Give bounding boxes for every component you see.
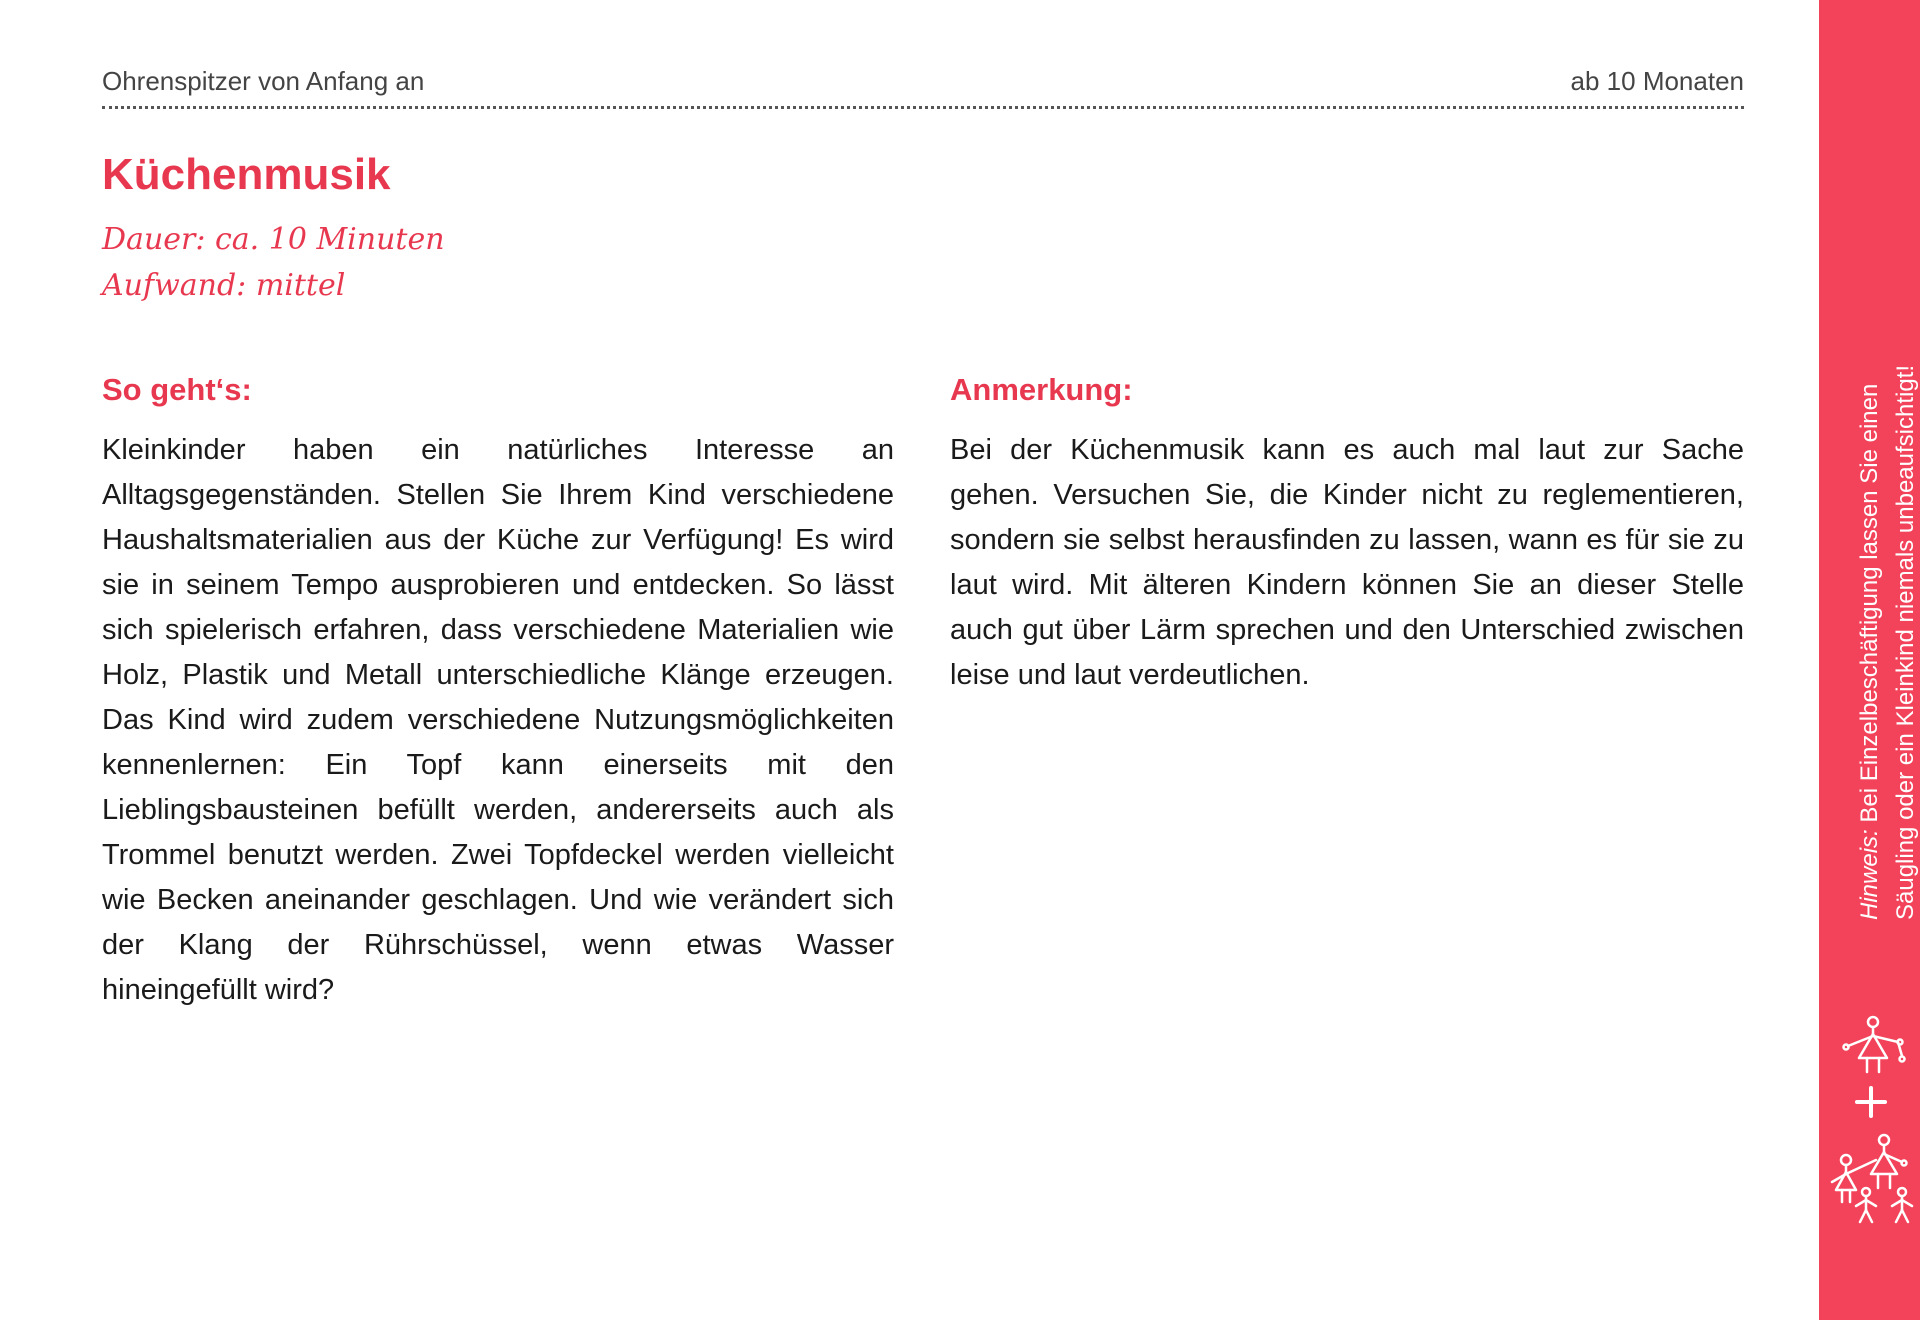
book-title: Ohrenspitzer von Anfang an xyxy=(102,66,425,96)
adult-figure-icon xyxy=(1826,1012,1916,1078)
hint-line-1: Bei Einzelbeschäftigung lassen Sie einen xyxy=(1856,383,1883,830)
page-title: Küchenmusik xyxy=(102,150,391,199)
age-label: ab 10 Monaten xyxy=(1570,66,1744,96)
hint-line-2: Säugling oder ein Kleinkind niemals unbeaufsichtigt! xyxy=(1892,364,1919,920)
family-figures-icon xyxy=(1826,1130,1916,1230)
instructions-heading: So geht‘s: xyxy=(102,372,252,407)
duration-label: Dauer: ca. 10 Minuten xyxy=(102,222,445,257)
note-heading: Anmerkung: xyxy=(950,372,1133,407)
effort-label: Aufwand: mittel xyxy=(102,268,346,303)
hint-label: Hinweis: xyxy=(1856,829,1883,920)
instructions-text: Kleinkinder haben ein natürliches Interesse an Alltagsgegenständen. Stellen Sie Ihrem Kind verschiedene Haushaltsmaterialien aus der Küche zur Verfügung! Es wird sie in seinem Tempo ausprobieren und entdecken. So lässt sich spielerisch erfahren, dass verschiedene Materialien wie Holz, Plastik und Metall unterschiedliche Klänge erzeugen. Das Kind wird zudem verschiedene Nutzungsmöglichkeiten kennenlernen: Ein Topf kann einerseits mit den Lieblingsbausteinen befüllt werden, andererseits auch als Trommel benutzt werden. Zwei Topfdeckel werden vielleicht wie Becken aneinander geschlagen. Und wie verändert sich der Klang der Rührschüssel, wenn etwas Wasser hineingefüllt wird? xyxy=(102,434,894,1006)
page-header xyxy=(102,66,1744,109)
plus-icon xyxy=(1826,1082,1916,1122)
note-text: Bei der Küchenmusik kann es auch mal laut zur Sache gehen. Versuchen Sie, die Kinder nicht zu reglementieren, sondern sie selbst herausfinden zu lassen, wann es für sie zu laut wird. Mit älteren Kindern können Sie an dieser Stelle auch gut über Lärm sprechen und den Unterschied zwischen leise und laut verdeutlichen. xyxy=(950,434,1744,691)
